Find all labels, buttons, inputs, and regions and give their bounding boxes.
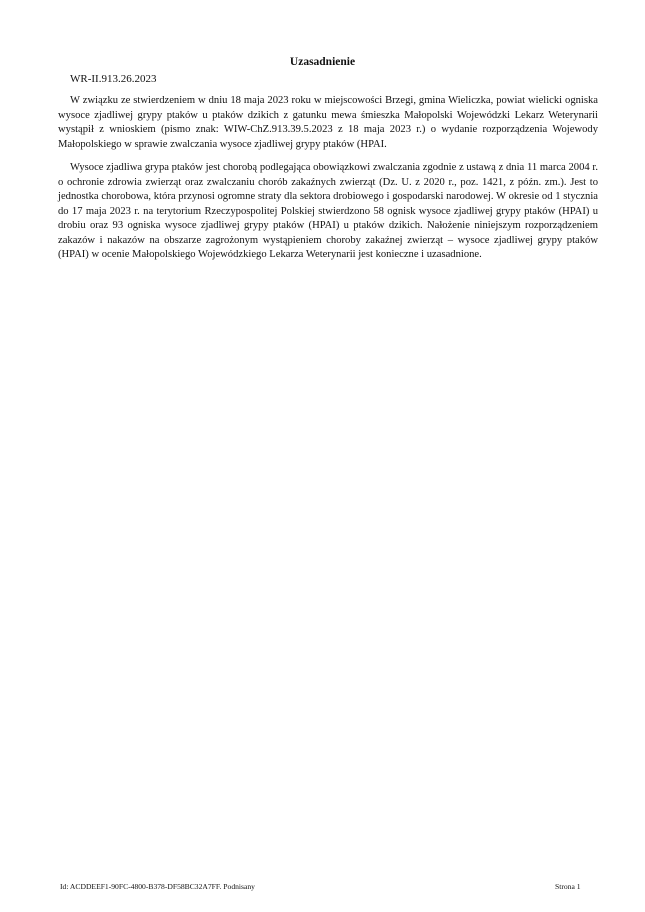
reference-number: WR-II.913.26.2023 — [70, 73, 157, 85]
paragraph-2: Wysoce zjadliwa grypa ptaków jest chorobą podlegająca obowiązkowi zwalczania zgodnie z ustawą z dnia 11 marca 2004 r. o ochronie zdrowia zwierząt oraz zwalczaniu chorób zakaźnych zwierząt (Dz. U. z 2020 r., poz. 1421, z późn. zm.). Jest to jednostka chorobowa, która przynosi ogromne straty dla sektora drobiowego i gospodarski narodowej. W okresie od 1 stycznia do 17 maja 2023 r. na terytorium Rzeczypospolitej Polskiej stwierdzono 58 ognisk wysoce zjadliwej grypy ptaków (HPAI) u drobiu oraz 93 ogniska wysoce zjadliwej grypy ptaków (HPAI) u ptaków dzikich. Nałożenie niniejszym rozporządzeniem zakazów i nakazów na obszarze zagrożonym wystąpieniem choroby zakaźnej zwierząt – wysoce zjadliwej grypy ptaków (HPAI) w ocenie Małopolskiego Wojewódzkiego Lekarza Weterynarii jest konieczne i uzasadnione. — [58, 162, 598, 260]
document-body — [58, 94, 598, 272]
paragraph-1: W związku ze stwierdzeniem w dniu 18 maja 2023 roku w miejscowości Brzegi, gmina Wieliczka, powiat wielicki ogniska wysoce zjadliwej grypy ptaków u ptaków dzikich z gatunku mewa śmieszka Małopolski Wojewódzki Lekarz Weterynarii wystąpił z wnioskiem (pismo znak: WIW-ChZ.913.39.5.2023 z 18 maja 2023 r.) o wydanie rozporządzenia Wojewody Małopolskiego w sprawie zwalczania wysoce zjadliwej grypy ptaków (HPAI. — [58, 95, 598, 150]
footer-document-id: Id: ACDDEEF1-90FC-4800-B378-DF58BC32A7FF. Podnisany — [60, 882, 255, 891]
footer-page-number: Strona 1 — [555, 882, 581, 891]
document-title: Uzasadnienie — [289, 56, 356, 68]
